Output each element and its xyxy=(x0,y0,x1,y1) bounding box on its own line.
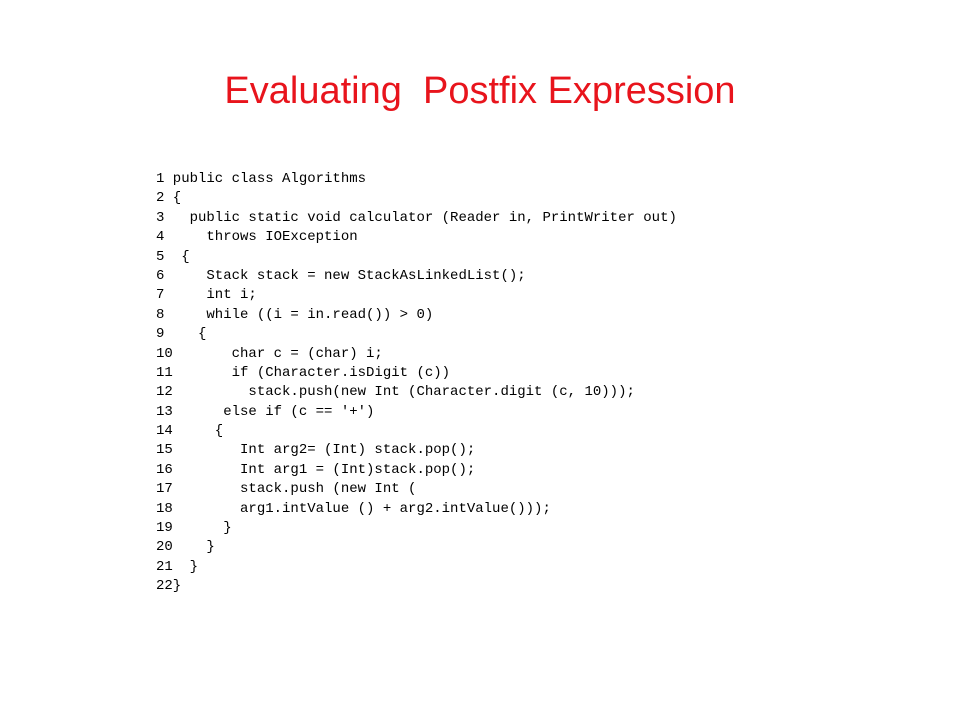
code-line-19: 19 } xyxy=(156,520,232,537)
code-line-17: 17 stack.push (new Int ( xyxy=(156,481,417,498)
code-line-8: 8 while ((i = in.read()) > 0) xyxy=(156,306,434,323)
code-line-9: 9 { xyxy=(156,326,207,343)
code-line-18: 18 arg1.intValue () + arg2.intValue())); xyxy=(156,500,551,517)
code-line-22: 22} xyxy=(156,578,182,595)
code-block xyxy=(156,170,677,597)
code-line-4: 4 throws IOException xyxy=(156,229,358,246)
code-line-2: 2 { xyxy=(156,190,182,207)
code-line-13: 13 else if (c == '+') xyxy=(156,403,375,420)
code-line-10: 10 char c = (char) i; xyxy=(156,345,383,362)
code-line-6: 6 Stack stack = new StackAsLinkedList(); xyxy=(156,267,526,284)
code-line-20: 20 } xyxy=(156,539,215,556)
code-line-7: 7 int i; xyxy=(156,287,257,304)
code-line-16: 16 Int arg1 = (Int)stack.pop(); xyxy=(156,461,476,478)
code-line-21: 21 } xyxy=(156,558,199,575)
code-line-3: 3 public static void calculator (Reader in, PrintWriter out) xyxy=(156,209,677,226)
code-line-11: 11 if (Character.isDigit (c)) xyxy=(156,364,451,381)
slide-title: Evaluating Postfix Expression xyxy=(224,70,736,112)
code-line-1: 1 public class Algorithms xyxy=(156,171,367,187)
code-line-15: 15 Int arg2= (Int) stack.pop(); xyxy=(156,442,476,459)
code-line-14: 14 { xyxy=(156,423,224,440)
code-line-12: 12 stack.push(new Int (Character.digit (c, 10))); xyxy=(156,384,635,401)
code-line-5: 5 { xyxy=(156,248,190,265)
